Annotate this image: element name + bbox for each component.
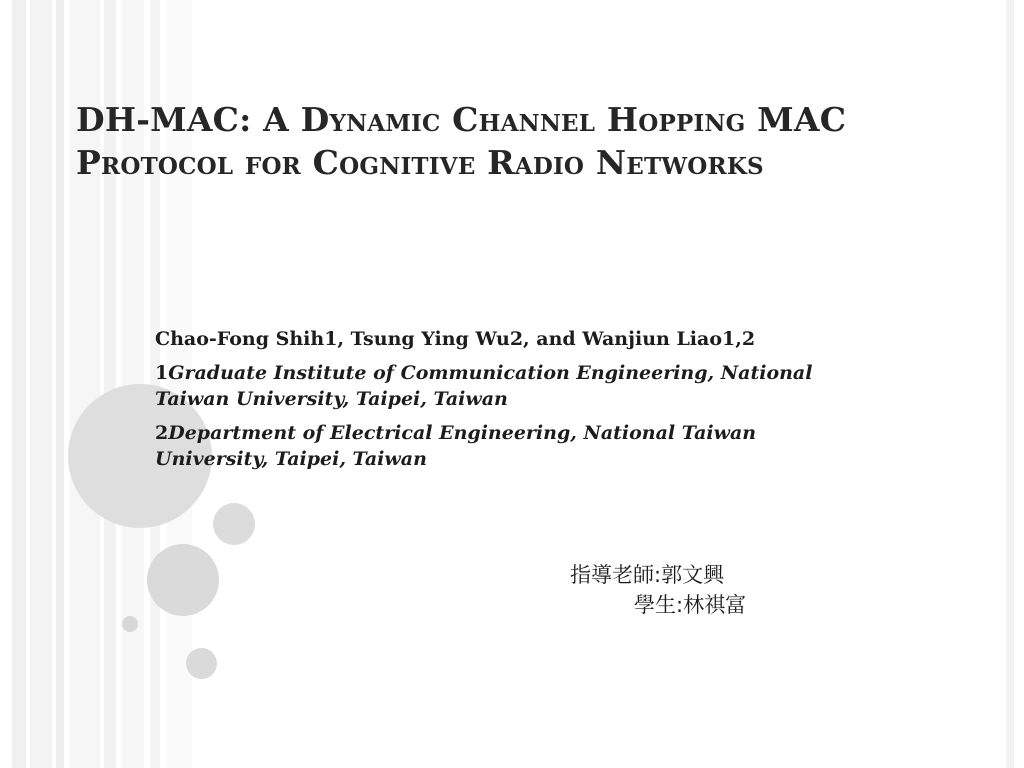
decorative-stripe (12, 0, 26, 768)
student-line: 學生:林祺富 (634, 593, 747, 617)
decorative-stripe (56, 0, 64, 768)
decorative-circle (213, 503, 255, 545)
affiliation-1-text: Graduate Institute of Communication Engineering, National Taiwan University, Taipei, Taiwan (155, 362, 813, 410)
author-list: Chao-Fong Shih1, Tsung Ying Wu2, and Wanjiun Liao1,2 (155, 328, 756, 350)
affiliation-2-number: 2 (155, 422, 169, 444)
decorative-circle (122, 616, 138, 632)
affiliation-1-number: 1 (155, 362, 169, 384)
advisor-line: 指導老師:郭文興 (570, 563, 725, 587)
slide-body (155, 326, 815, 480)
advisor-student-block (560, 560, 790, 620)
decorative-stripe (30, 0, 52, 768)
affiliation-2 (155, 420, 815, 472)
affiliation-2-text: Department of Electrical Engineering, National Taiwan University, Taipei, Taiwan (155, 422, 757, 470)
decorative-circle (186, 648, 217, 679)
affiliation-1 (155, 360, 815, 412)
decorative-stripe (1006, 0, 1014, 768)
decorative-circle (147, 544, 219, 616)
slide-title: DH-MAC: A Dynamic Channel Hopping MAC Protocol for Cognitive Radio Networks (76, 100, 847, 182)
